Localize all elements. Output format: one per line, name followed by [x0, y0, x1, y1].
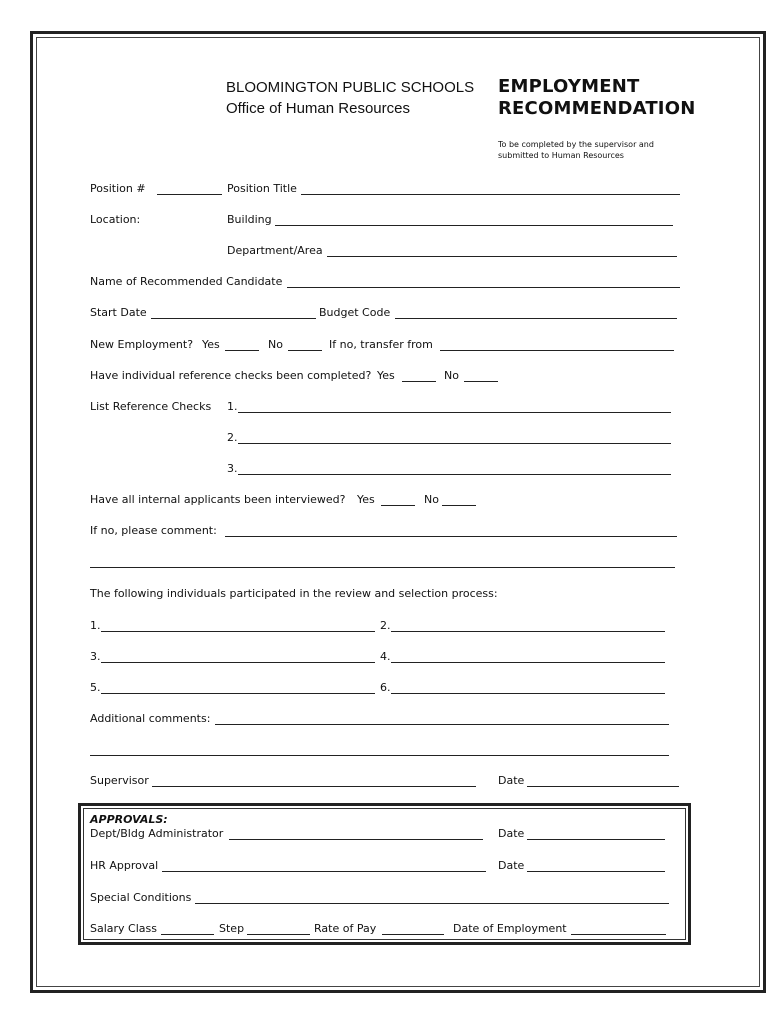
- ref-check-2-label: 2.: [227, 431, 238, 444]
- position-number-field[interactable]: [157, 194, 222, 195]
- ref-checks-yes-field[interactable]: [402, 381, 436, 382]
- participant-3-label: 3.: [90, 650, 101, 663]
- rate-of-pay-label: Rate of Pay: [314, 922, 377, 935]
- form-title-line2: RECOMMENDATION: [498, 98, 696, 119]
- approvals-heading: APPROVALS:: [90, 813, 168, 826]
- hr-approval-label: HR Approval: [90, 859, 159, 872]
- transfer-from-field[interactable]: [440, 350, 674, 351]
- special-conditions-label: Special Conditions: [90, 891, 192, 904]
- rate-of-pay-field[interactable]: [382, 934, 444, 935]
- office-name: Office of Human Resources: [226, 100, 410, 117]
- org-name: BLOOMINGTON PUBLIC SCHOOLS: [226, 79, 475, 96]
- participant-2-label: 2.: [380, 619, 391, 632]
- special-conditions-field[interactable]: [195, 903, 669, 904]
- building-label: Building: [227, 213, 272, 226]
- new-employment-yes-label: Yes: [202, 338, 220, 351]
- dept-admin-date-label: Date: [498, 827, 525, 840]
- ref-check-3-field[interactable]: [238, 474, 671, 475]
- dept-admin-date-field[interactable]: [527, 839, 665, 840]
- candidate-label: Name of Recommended Candidate: [90, 275, 283, 288]
- internal-applicants-no-label: No: [424, 493, 439, 506]
- department-label: Department/Area: [227, 244, 323, 257]
- internal-applicants-yes-field[interactable]: [381, 505, 415, 506]
- department-field[interactable]: [327, 256, 677, 257]
- transfer-from-label: If no, transfer from: [329, 338, 433, 351]
- additional-comments-label: Additional comments:: [90, 712, 211, 725]
- participant-3-field[interactable]: [101, 662, 375, 663]
- if-no-comment-field-2[interactable]: [90, 567, 675, 568]
- hr-approval-date-field[interactable]: [527, 871, 665, 872]
- internal-applicants-yes-label: Yes: [357, 493, 375, 506]
- position-title-field[interactable]: [301, 194, 680, 195]
- additional-comments-field[interactable]: [215, 724, 669, 725]
- date-of-employment-field[interactable]: [571, 934, 666, 935]
- participant-1-label: 1.: [90, 619, 101, 632]
- ref-check-1-label: 1.: [227, 400, 238, 413]
- ref-checks-no-label: No: [444, 369, 459, 382]
- list-ref-checks-label: List Reference Checks: [90, 400, 212, 413]
- ref-checks-no-field[interactable]: [464, 381, 498, 382]
- form-title-line1: EMPLOYMENT: [498, 76, 640, 97]
- participant-1-field[interactable]: [101, 631, 375, 632]
- hr-approval-field[interactable]: [162, 871, 486, 872]
- participant-6-label: 6.: [380, 681, 391, 694]
- participant-4-field[interactable]: [391, 662, 665, 663]
- participants-intro: The following individuals participated in the review and selection process:: [90, 587, 498, 600]
- step-label: Step: [219, 922, 245, 935]
- hr-approval-date-label: Date: [498, 859, 525, 872]
- dept-admin-label: Dept/Bldg Administrator: [90, 827, 224, 840]
- ref-checks-question: Have individual reference checks been completed?: [90, 369, 372, 382]
- ref-check-1-field[interactable]: [238, 412, 671, 413]
- additional-comments-field-2[interactable]: [90, 755, 669, 756]
- participant-4-label: 4.: [380, 650, 391, 663]
- building-field[interactable]: [275, 225, 673, 226]
- new-employment-label: New Employment?: [90, 338, 194, 351]
- participant-5-field[interactable]: [101, 693, 375, 694]
- instructions-line1: To be completed by the supervisor and: [498, 140, 654, 149]
- new-employment-no-label: No: [268, 338, 283, 351]
- candidate-field[interactable]: [287, 287, 680, 288]
- dept-admin-field[interactable]: [229, 839, 483, 840]
- salary-class-label: Salary Class: [90, 922, 157, 935]
- position-title-label: Position Title: [227, 182, 297, 195]
- participant-6-field[interactable]: [391, 693, 665, 694]
- internal-applicants-question: Have all internal applicants been interviewed?: [90, 493, 346, 506]
- ref-check-2-field[interactable]: [238, 443, 671, 444]
- participant-5-label: 5.: [90, 681, 101, 694]
- if-no-comment-field[interactable]: [225, 536, 677, 537]
- participant-2-field[interactable]: [391, 631, 665, 632]
- new-employment-yes-field[interactable]: [225, 350, 259, 351]
- start-date-field[interactable]: [151, 318, 316, 319]
- if-no-comment-label: If no, please comment:: [90, 524, 217, 537]
- new-employment-no-field[interactable]: [288, 350, 322, 351]
- position-number-label: Position #: [90, 182, 146, 195]
- supervisor-label: Supervisor: [90, 774, 149, 787]
- instructions-line2: submitted to Human Resources: [498, 151, 624, 160]
- ref-checks-yes-label: Yes: [377, 369, 395, 382]
- supervisor-date-field[interactable]: [527, 786, 679, 787]
- step-field[interactable]: [247, 934, 310, 935]
- budget-code-field[interactable]: [395, 318, 677, 319]
- date-of-employment-label: Date of Employment: [453, 922, 567, 935]
- salary-class-field[interactable]: [161, 934, 214, 935]
- start-date-label: Start Date: [90, 306, 147, 319]
- supervisor-field[interactable]: [152, 786, 476, 787]
- supervisor-date-label: Date: [498, 774, 525, 787]
- location-label: Location:: [90, 213, 141, 226]
- internal-applicants-no-field[interactable]: [442, 505, 476, 506]
- budget-code-label: Budget Code: [319, 306, 391, 319]
- ref-check-3-label: 3.: [227, 462, 238, 475]
